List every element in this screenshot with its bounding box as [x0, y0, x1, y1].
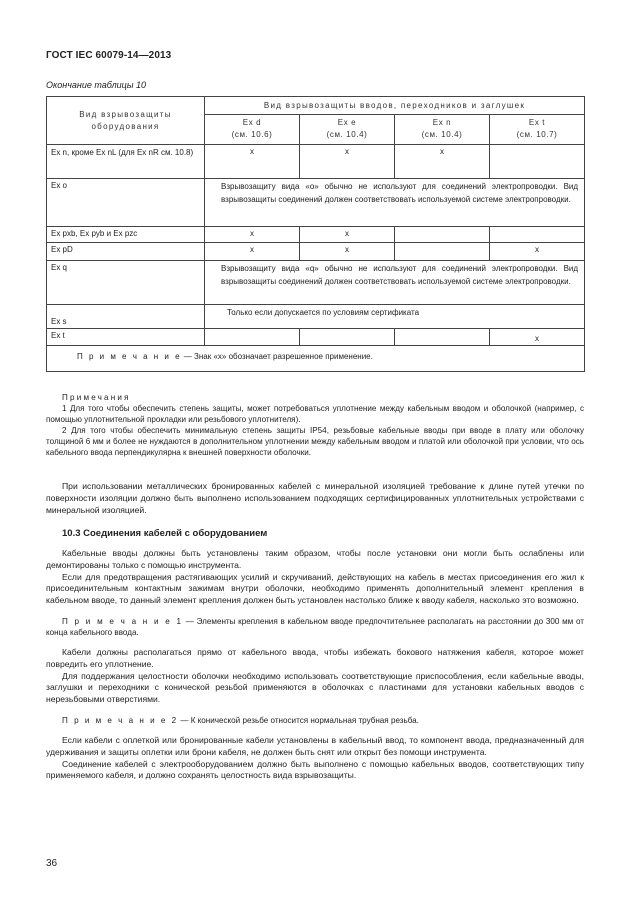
paragraph: Соединение кабелей с электрооборудованием должно быть выполнено с помощью кабельных вводов, соответствующих типу применяемого кабеля, и должно сохранять целостность вида взрывозащиты.	[46, 758, 584, 781]
paragraph: Кабели должны располагаться прямо от кабельного ввода, чтобы избежать бокового натяжения кабеля, которое может повредить его уплотнение.	[46, 646, 584, 669]
subheader-ex-e: Ex e (см. 10.4)	[300, 115, 395, 145]
note-item: 1 Для того чтобы обеспечить степень защиты, может потребоваться уплотнение между кабельным вводом и оболочкой (например, с помощью уплотнительной прокладки или резьбового уплотнителя).	[46, 404, 584, 424]
table-cell: x	[300, 227, 395, 243]
subheader-ex-d: Ex d (см. 10.6)	[205, 115, 300, 145]
merged-note-cell: Взрывозащиту вида «o» обычно не используют для соединений электропроводки. Вид взрывозащиты соединений должен соответствовать используемой системе электропроводки.	[205, 179, 585, 227]
note-item: 2 Для того чтобы обеспечить минимальную степень защиты IP54, резьбовые кабельные вводы при вводе в плату или оболочку толщиной 6 мм и более не нуждаются в дополнительном уплотнении между кабельным вводом и платой или оболочкой при условии, что ось кабельного ввода перпендикулярна к внешней поверхности оболочки.	[46, 426, 584, 457]
table-row	[47, 305, 585, 329]
paragraph: Если для предотвращения растягивающих усилий и скручиваний, действующих на кабель в местах присоединения его жил к присоединительным контактным зажимам внутри оболочки, необходимо применять дополнительный элемент крепления в кабельном вводе, то данный элемент крепления должен быть установлен настолько ближе к вводу кабеля, насколько это возможно.	[46, 571, 584, 606]
table-cell: x	[205, 243, 300, 261]
section-body	[46, 548, 584, 782]
row-label: Ex t	[47, 329, 205, 346]
standard-code: ГОСТ IEC 60079-14—2013	[46, 50, 172, 61]
table-cell: x	[205, 227, 300, 243]
table-cell	[490, 145, 585, 179]
table-cell	[205, 329, 300, 346]
merged-note-cell: Только если допускается по условиям сертификата	[205, 305, 585, 329]
page-number: 36	[46, 858, 58, 869]
notes-block	[46, 392, 584, 458]
paragraph: Если кабели с оплеткой или бронированные кабели установлены в кабельный ввод, то компонент ввода, предназначенный для удерживания и защиты оплетки или брони кабеля, не должен быть снят или открыт без помощи инструмента.	[46, 734, 584, 757]
armored-paragraph-block	[46, 481, 584, 516]
row-label: Ex pxb, Ex pyb и Ex pzc	[47, 227, 205, 243]
table-cell	[395, 243, 490, 261]
merged-note-cell: Взрывозащиту вида «q» обычно не используют для соединений электропроводки. Вид взрывозащиты соединений должен соответствовать используемой системе электропроводки.	[205, 261, 585, 305]
paragraph: Кабельные вводы должны быть установлены таким образом, чтобы после установки они могли быть ослаблены или демонтированы только с помощью инструмента.	[46, 548, 584, 570]
table-cell	[490, 227, 585, 243]
table-row	[47, 179, 585, 227]
table-cell	[395, 329, 490, 346]
col1-header: Вид взрывозащиты оборудования	[47, 97, 205, 145]
table-row	[47, 145, 585, 179]
note-1: П р и м е ч а н и е 1 — Элементы крепления в кабельном вводе предпочтительнее располагать на расстоянии до 300 мм от конца кабельного ввода.	[46, 616, 584, 637]
subheader-ex-n: Ex n (см. 10.4)	[395, 115, 490, 145]
section-heading: 10.3 Соединения кабелей с оборудованием	[62, 528, 268, 539]
table-cell	[395, 227, 490, 243]
row-label: Ex s	[47, 305, 205, 329]
table-row	[47, 261, 585, 305]
table-cell: x	[300, 243, 395, 261]
paragraph: При использовании металлических бронированных кабелей с минеральной изоляцией требование к длине путей утечки по поверхности изоляции должно быть выполнено использованием подходящих сертифицированных уплотнительных устройствами с минеральной изоляцией.	[46, 481, 584, 515]
table-cell	[300, 329, 395, 346]
row-label: Ex o	[47, 179, 205, 227]
paragraph: Для поддержания целостности оболочки необходимо использовать соответствующие приспособления, если кабельные вводы, заглушки и переходники с конической резьбой применяются в оболочках с пластинами для установки кабельных вводов с нерезьбовыми отверстиями.	[46, 670, 584, 705]
table-note-row	[47, 346, 585, 372]
row-label: Ex q	[47, 261, 205, 305]
notes-heading: Примечания	[62, 393, 131, 402]
group-header: Вид взрывозащиты вводов, переходников и заглушек	[205, 97, 585, 115]
subheader-ex-t: Ex t (см. 10.7)	[490, 115, 585, 145]
table-cell: x	[205, 145, 300, 179]
row-label: Ex n, кроме Ex nL (для Ex nR см. 10.8)	[47, 145, 205, 179]
table-cell: x	[490, 243, 585, 261]
table-row	[47, 243, 585, 261]
note-2: П р и м е ч а н и е 2 — К конической резьбе относится нормальная трубная резьба.	[62, 715, 419, 725]
table-cell: x	[395, 145, 490, 179]
table-row	[47, 329, 585, 346]
table-caption: Окончание таблицы 10	[46, 80, 146, 90]
table-footnote	[47, 346, 585, 372]
note-text: — Знак «x» обозначает разрешенное применение.	[181, 352, 373, 361]
table-cell: x	[490, 329, 585, 346]
table-cell: x	[300, 145, 395, 179]
table-row	[47, 227, 585, 243]
note-word: П р и м е ч а н и е	[77, 352, 182, 361]
protection-table	[46, 96, 585, 372]
row-label: Ex pD	[47, 243, 205, 261]
